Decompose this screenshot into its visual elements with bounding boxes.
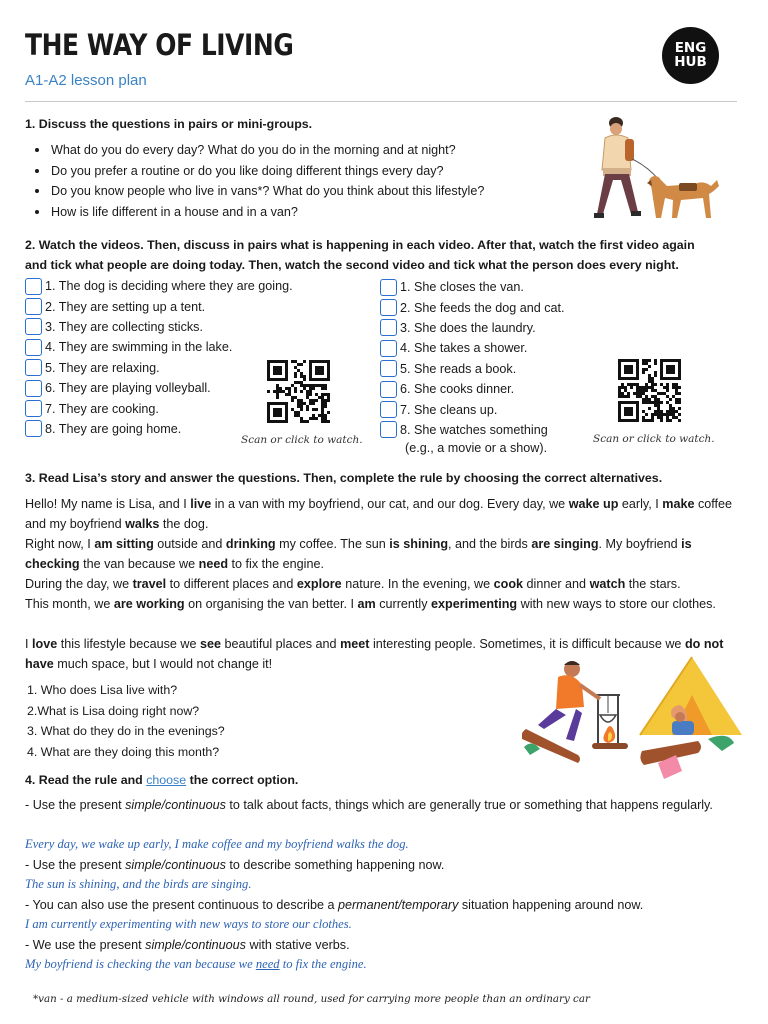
list-item: What do you do every day? What do you do in the morning and at night? xyxy=(51,141,551,162)
story-text: with new ways to store our clothes. xyxy=(517,597,716,611)
list-item: 3. What do they do in the evenings? xyxy=(27,724,225,738)
checklist-label: 2. She feeds the dog and cat. xyxy=(400,300,565,315)
video2-checklist xyxy=(380,277,565,440)
story-paragraph-1 xyxy=(25,494,737,534)
checklist-label: 8. She watches something xyxy=(400,422,548,437)
story-text: This month, we xyxy=(25,597,114,611)
section2-heading-line2: and tick what people are doing today. Then, watch the second video and tick what the person does every night. xyxy=(25,258,679,272)
checklist-label: 2. They are setting up a tent. xyxy=(45,299,206,314)
story-verb: am sitting xyxy=(94,537,154,551)
story-text: , and the birds xyxy=(448,537,532,551)
rule-option[interactable]: permanent/temporary xyxy=(337,898,459,912)
checklist-label: 1. The dog is deciding where they are going. xyxy=(45,279,293,294)
list-item[interactable] xyxy=(25,378,293,398)
list-item[interactable] xyxy=(25,358,293,378)
story-verb: is shining xyxy=(389,537,449,551)
checkbox[interactable] xyxy=(380,421,397,438)
list-item[interactable] xyxy=(25,398,293,418)
story-verb: drinking xyxy=(225,537,276,551)
checklist-label: 5. They are relaxing. xyxy=(45,360,160,375)
checkbox[interactable] xyxy=(380,381,397,398)
story-paragraph-4 xyxy=(25,594,737,614)
section2-heading-line1: 2. Watch the videos. Then, discuss in pairs what is happening in each video. After that, watch the first video again xyxy=(25,238,695,252)
checkbox[interactable] xyxy=(25,318,42,335)
story-text: beautiful places and xyxy=(221,637,341,651)
section1-heading: 1. Discuss the questions in pairs or mini-groups. xyxy=(25,117,313,131)
story-text: early, I xyxy=(618,497,663,511)
checkbox[interactable] xyxy=(380,401,397,418)
rule-text: - You can also use the present continuous to describe a xyxy=(25,898,338,912)
story-text: interesting people. Sometimes, it is difficult because we xyxy=(369,637,685,651)
checkbox[interactable] xyxy=(25,380,42,397)
page-subtitle: A1-A2 lesson plan xyxy=(25,72,147,89)
checklist-label: 4. They are swimming in the lake. xyxy=(45,340,233,355)
story-questions xyxy=(27,681,225,763)
header-divider xyxy=(25,101,737,102)
rule-3 xyxy=(25,895,737,915)
example-text: My boyfriend is checking the van because we xyxy=(25,957,256,971)
story-text: During the day, we xyxy=(25,577,133,591)
story-verb: make xyxy=(662,497,695,511)
example-underlined-word: need xyxy=(255,957,280,971)
story-text: to different places and xyxy=(166,577,297,591)
story-text: coffee and my boyfriend xyxy=(25,497,733,532)
story-verb: wake up xyxy=(568,497,619,511)
list-item[interactable] xyxy=(380,318,565,338)
list-item[interactable] xyxy=(380,359,565,379)
rule-2 xyxy=(25,855,737,875)
story-verb: are singing xyxy=(531,537,599,551)
story-text: my coffee. The sun xyxy=(275,537,390,551)
rule-text: to talk about facts, things which are generally true or something that happens regularly. xyxy=(225,798,713,812)
story-text: the stars. xyxy=(625,577,681,591)
qr-caption-video2[interactable]: Scan or click to watch. xyxy=(593,433,715,445)
rule-option[interactable]: simple/continuous xyxy=(145,938,246,952)
video1-checklist xyxy=(25,276,293,439)
story-paragraph-3 xyxy=(25,574,737,594)
rule-4 xyxy=(25,935,737,955)
section4-heading-text: 4. Read the rule and xyxy=(25,773,147,787)
camping-illustration xyxy=(522,655,742,790)
qr-caption-video1[interactable]: Scan or click to watch. xyxy=(241,434,363,446)
checklist-label: 5. She reads a book. xyxy=(400,361,517,376)
checkbox[interactable] xyxy=(380,319,397,336)
example-4 xyxy=(25,957,367,972)
checkbox[interactable] xyxy=(25,400,42,417)
rule-1 xyxy=(25,795,737,815)
list-item: Do you prefer a routine or do you like doing different things every day? xyxy=(51,162,551,183)
story-text: I xyxy=(25,637,32,651)
checklist-label: 6. They are playing volleyball. xyxy=(45,381,211,396)
story-verb: cook xyxy=(493,577,524,591)
section4-heading-text-end: the correct option. xyxy=(186,773,299,787)
checklist-label: 3. She does the laundry. xyxy=(400,320,536,335)
checkbox[interactable] xyxy=(380,360,397,377)
story-text: Hello! My name is Lisa, and I xyxy=(25,497,191,511)
list-item[interactable] xyxy=(380,338,565,358)
rule-option[interactable]: simple/continuous xyxy=(125,798,226,812)
story-text: on organising the van better. I xyxy=(184,597,358,611)
logo-text-line1: ENG xyxy=(674,40,707,56)
list-item: Do you know people who live in vans*? What do you think about this lifestyle? xyxy=(51,182,551,203)
list-item[interactable] xyxy=(25,317,293,337)
enghub-logo xyxy=(662,27,719,84)
list-item: 2.What is Lisa doing right now? xyxy=(27,703,200,718)
section3-heading: 3. Read Lisa’s story and answer the questions. Then, complete the rule by choosing the correct alternatives. xyxy=(25,471,663,485)
woman-walking-dog-illustration xyxy=(585,114,725,224)
section4-heading xyxy=(25,773,298,787)
checklist-label: 4. She takes a shower. xyxy=(400,341,528,356)
checklist-label: 7. They are cooking. xyxy=(45,401,159,416)
list-item: 4. What are they doing this month? xyxy=(27,744,220,759)
story-text: outside and xyxy=(153,537,226,551)
list-item[interactable] xyxy=(380,277,565,297)
rule-text: situation happening around now. xyxy=(458,898,644,912)
list-item[interactable] xyxy=(380,297,565,317)
checkbox[interactable] xyxy=(25,420,42,437)
example-text: to fix the engine. xyxy=(279,957,367,971)
story-text: dinner and xyxy=(523,577,590,591)
list-item[interactable] xyxy=(380,399,565,419)
story-text: this lifestyle because we xyxy=(57,637,201,651)
checkbox[interactable] xyxy=(25,359,42,376)
checklist-label-continued: (e.g., a movie or a show). xyxy=(405,441,548,455)
story-verb: watch xyxy=(589,577,626,591)
story-text: . My boyfriend xyxy=(598,537,682,551)
logo-text-line2: HUB xyxy=(674,54,707,70)
example-2: The sun is shining, and the birds are singing. xyxy=(25,877,252,891)
list-item[interactable] xyxy=(25,276,293,296)
qr-code-video1[interactable] xyxy=(267,360,333,424)
discussion-questions xyxy=(51,141,551,223)
qr-code-video2[interactable] xyxy=(618,359,684,423)
story-verb: meet xyxy=(340,637,370,651)
list-item[interactable] xyxy=(25,337,293,357)
story-verb: need xyxy=(198,557,229,572)
checkbox[interactable] xyxy=(380,340,397,357)
story-verb: am xyxy=(357,597,376,611)
checklist-label: 3. They are collecting sticks. xyxy=(45,319,203,334)
footnote: *van - a medium-sized vehicle with windows all round, used for carrying more people than an ordinary car xyxy=(33,993,590,1005)
list-item: 1. Who does Lisa live with? xyxy=(27,683,178,697)
checkbox[interactable] xyxy=(380,299,397,316)
section2-heading xyxy=(25,235,743,275)
checkbox[interactable] xyxy=(25,278,42,295)
story-verb: live xyxy=(190,497,212,511)
story-verb: love xyxy=(32,637,58,651)
checkbox[interactable] xyxy=(25,339,42,356)
story-verb: travel xyxy=(132,577,167,591)
rule-text: with stative verbs. xyxy=(245,938,350,952)
example-3: I am currently experimenting with new ways to store our clothes. xyxy=(25,917,352,931)
story-verb: is checking xyxy=(25,537,692,572)
example-1: Every day, we wake up early, I make coffee and my boyfriend walks the dog. xyxy=(25,837,409,851)
story-text: currently xyxy=(375,597,432,611)
checklist-label: 8. They are going home. xyxy=(45,421,182,436)
story-paragraph-2 xyxy=(25,534,737,574)
rule-text: - We use the present xyxy=(25,938,146,952)
list-item[interactable] xyxy=(380,379,565,399)
rule-text: to describe something happening now. xyxy=(225,858,445,872)
checklist-label: 6. She cooks dinner. xyxy=(400,382,515,397)
story-verb: do not have xyxy=(25,637,724,672)
choose-link[interactable]: choose xyxy=(146,773,187,787)
story-verb: experimenting xyxy=(431,597,518,611)
story-text: in a van with my boyfriend, our cat, and our dog. Every day, we xyxy=(211,497,569,511)
list-item: How is life different in a house and in a van? xyxy=(51,203,551,224)
story-verb: are working xyxy=(113,597,185,611)
list-item[interactable] xyxy=(25,296,293,316)
story-text: the van because we xyxy=(79,557,199,572)
story-text: much space, but I would not change it! xyxy=(53,657,273,672)
checkbox[interactable] xyxy=(380,279,397,296)
story-text: nature. In the evening, we xyxy=(341,577,494,591)
list-item[interactable] xyxy=(380,420,565,440)
story-verb: see xyxy=(200,637,222,651)
story-verb: walks xyxy=(125,517,160,532)
page-title: THE WAY OF LIVING xyxy=(25,28,294,62)
checklist-label: 7. She cleans up. xyxy=(400,402,498,417)
story-verb: explore xyxy=(296,577,342,591)
story-text: to fix the engine. xyxy=(228,557,324,572)
story-text: Right now, I xyxy=(25,537,95,551)
checklist-label: 1. She closes the van. xyxy=(400,280,524,295)
story-text: the dog. xyxy=(159,517,209,532)
rule-text: - Use the present xyxy=(25,798,126,812)
rule-text: - Use the present xyxy=(25,858,126,872)
checkbox[interactable] xyxy=(25,298,42,315)
rule-option[interactable]: simple/continuous xyxy=(125,858,226,872)
